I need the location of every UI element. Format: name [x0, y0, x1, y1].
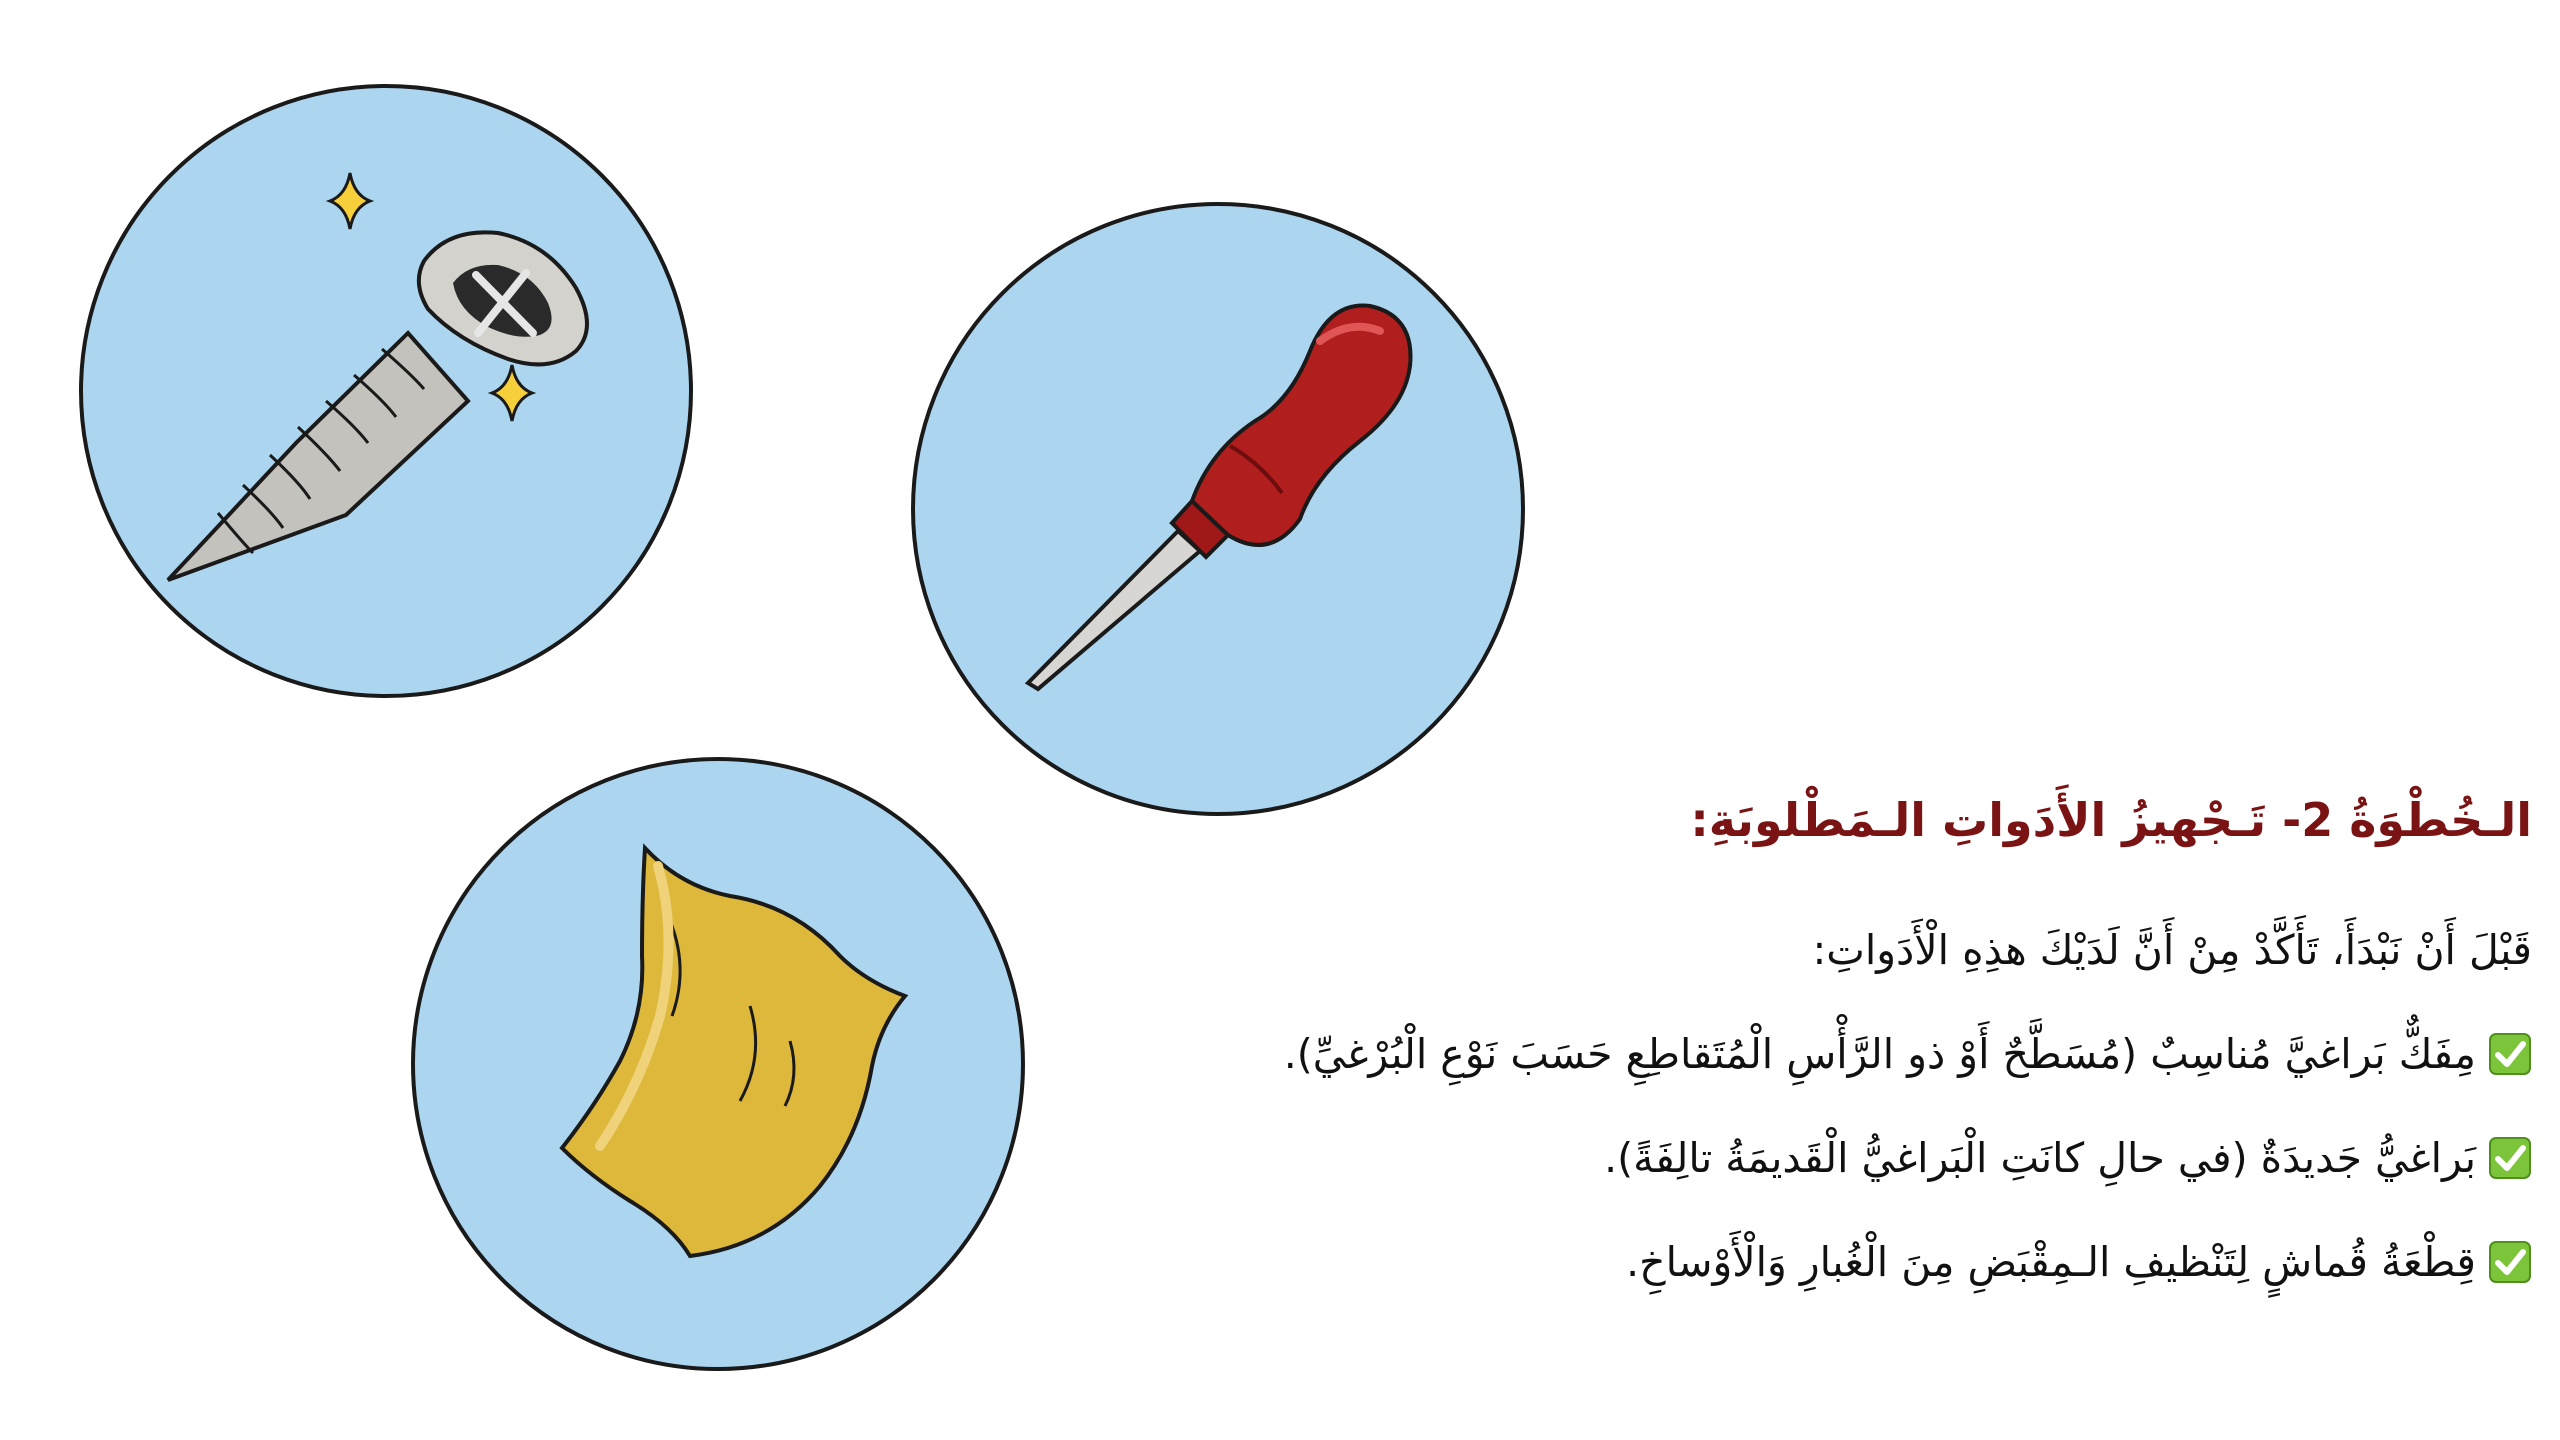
check-mark-icon: [2488, 1032, 2532, 1076]
tools-checklist: [1032, 1024, 2532, 1292]
instructions-block: [1032, 788, 2532, 1292]
checklist-item-label: مِفَكٌّ بَراغيَّ مُناسِبٌ (مُسَطَّحٌ أَوْ ذو الرَّأْسِ الْمُتَقاطِعِ حَسَبَ نَوْعِ الْبُرْغيِّ).: [1283, 1030, 2476, 1078]
checklist-item-label: بَراغيُّ جَديدَةٌ (في حالِ كانَتِ الْبَراغيُّ الْقَديمَةُ تالِفَةً).: [1604, 1134, 2476, 1182]
check-mark-icon: [2488, 1136, 2532, 1180]
step-title: الـخُطْوَةُ 2- تَـجْهيزُ الأَدَواتِ الـمَطْلوبَةِ:: [1690, 793, 2532, 847]
screwdriver-illustration: [910, 201, 1526, 817]
checklist-item: [1032, 1024, 2532, 1084]
check-mark-icon: [2488, 1240, 2532, 1284]
checklist-item-label: قِطْعَةُ قُماشٍ لِتَنْظيفِ الـمِقْبَضِ مِنَ الْغُبارِ وَالْأَوْساخِ.: [1626, 1238, 2476, 1286]
checklist-item: [1032, 1232, 2532, 1292]
cloth-illustration: [410, 756, 1026, 1372]
checklist-item: [1032, 1128, 2532, 1188]
intro-text: قَبْلَ أَنْ نَبْدَأَ، تَأَكَّدْ مِنْ أَنَّ لَدَيْكَ هذِهِ الْأَدَواتِ:: [1812, 926, 2532, 974]
screw-illustration: [78, 83, 694, 699]
